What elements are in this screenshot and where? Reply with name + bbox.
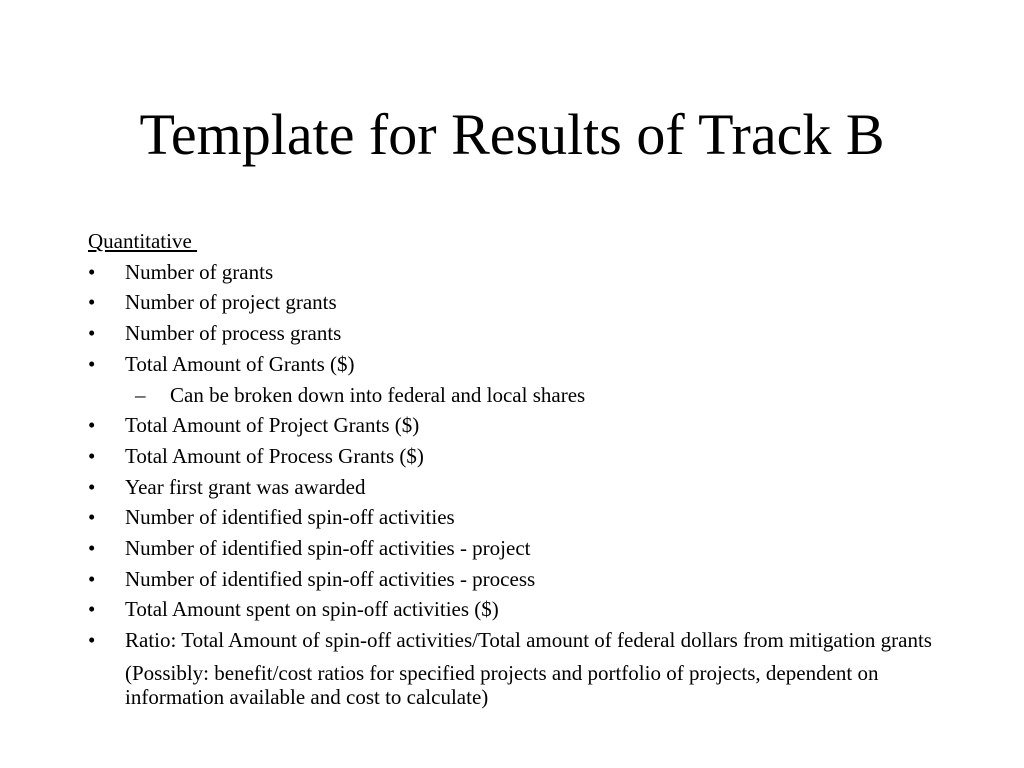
list-item-text: Number of identified spin-off activities (125, 505, 455, 530)
sub-list-item (88, 380, 948, 411)
list-item-text: Total Amount of Project Grants ($) (125, 413, 420, 438)
list-item (88, 410, 948, 441)
list-item-text: Total Amount of Process Grants ($) (125, 443, 424, 468)
list-item-text: Number of identified spin-off activities - project (125, 536, 531, 561)
list-item (88, 594, 948, 625)
list-item-text: Number of project grants (125, 290, 337, 315)
bullet-marker: • (88, 290, 96, 315)
list-item-text: Number of identified spin-off activities - process (125, 566, 536, 591)
bullet-marker: • (88, 505, 96, 530)
list-item-text: Number of process grants (125, 321, 342, 346)
slide-title: Template for Results of Track B (139, 102, 885, 167)
list-item (88, 257, 948, 288)
bullet-marker: • (88, 321, 96, 346)
bullet-list (88, 257, 948, 655)
bullet-marker: • (88, 566, 96, 591)
slide-content (88, 226, 948, 730)
sub-list-item-text: Can be broken down into federal and local shares (170, 382, 586, 407)
bullet-marker: • (88, 351, 96, 376)
section-heading: Quantitative (88, 229, 198, 253)
bullet-marker: • (88, 597, 96, 622)
list-item (88, 472, 948, 503)
list-item (88, 318, 948, 349)
list-item-text: Number of grants (125, 259, 274, 284)
note-paragraph: (Possibly: benefit/cost ratios for specified projects and portfolio of projects, dependent on information available and cost to calculate) (125, 661, 879, 710)
bullet-marker: • (88, 443, 96, 468)
bullet-marker: • (88, 413, 96, 438)
list-item (88, 349, 948, 380)
list-item-text: Ratio: Total Amount of spin-off activities/Total amount of federal dollars from mitigation grants (125, 628, 932, 653)
list-item (88, 625, 948, 655)
bullet-marker: • (88, 628, 96, 653)
list-item (88, 533, 948, 564)
list-item (88, 502, 948, 533)
list-item (88, 287, 948, 318)
list-item (88, 441, 948, 472)
list-item-text: Year first grant was awarded (125, 474, 366, 499)
sub-bullet-marker: – (135, 382, 146, 407)
list-item (88, 564, 948, 595)
bullet-marker: • (88, 259, 96, 284)
list-item-text: Total Amount spent on spin-off activities ($) (125, 597, 499, 622)
bullet-marker: • (88, 536, 96, 561)
bullet-marker: • (88, 474, 96, 499)
list-item-text: Total Amount of Grants ($) (125, 351, 355, 376)
